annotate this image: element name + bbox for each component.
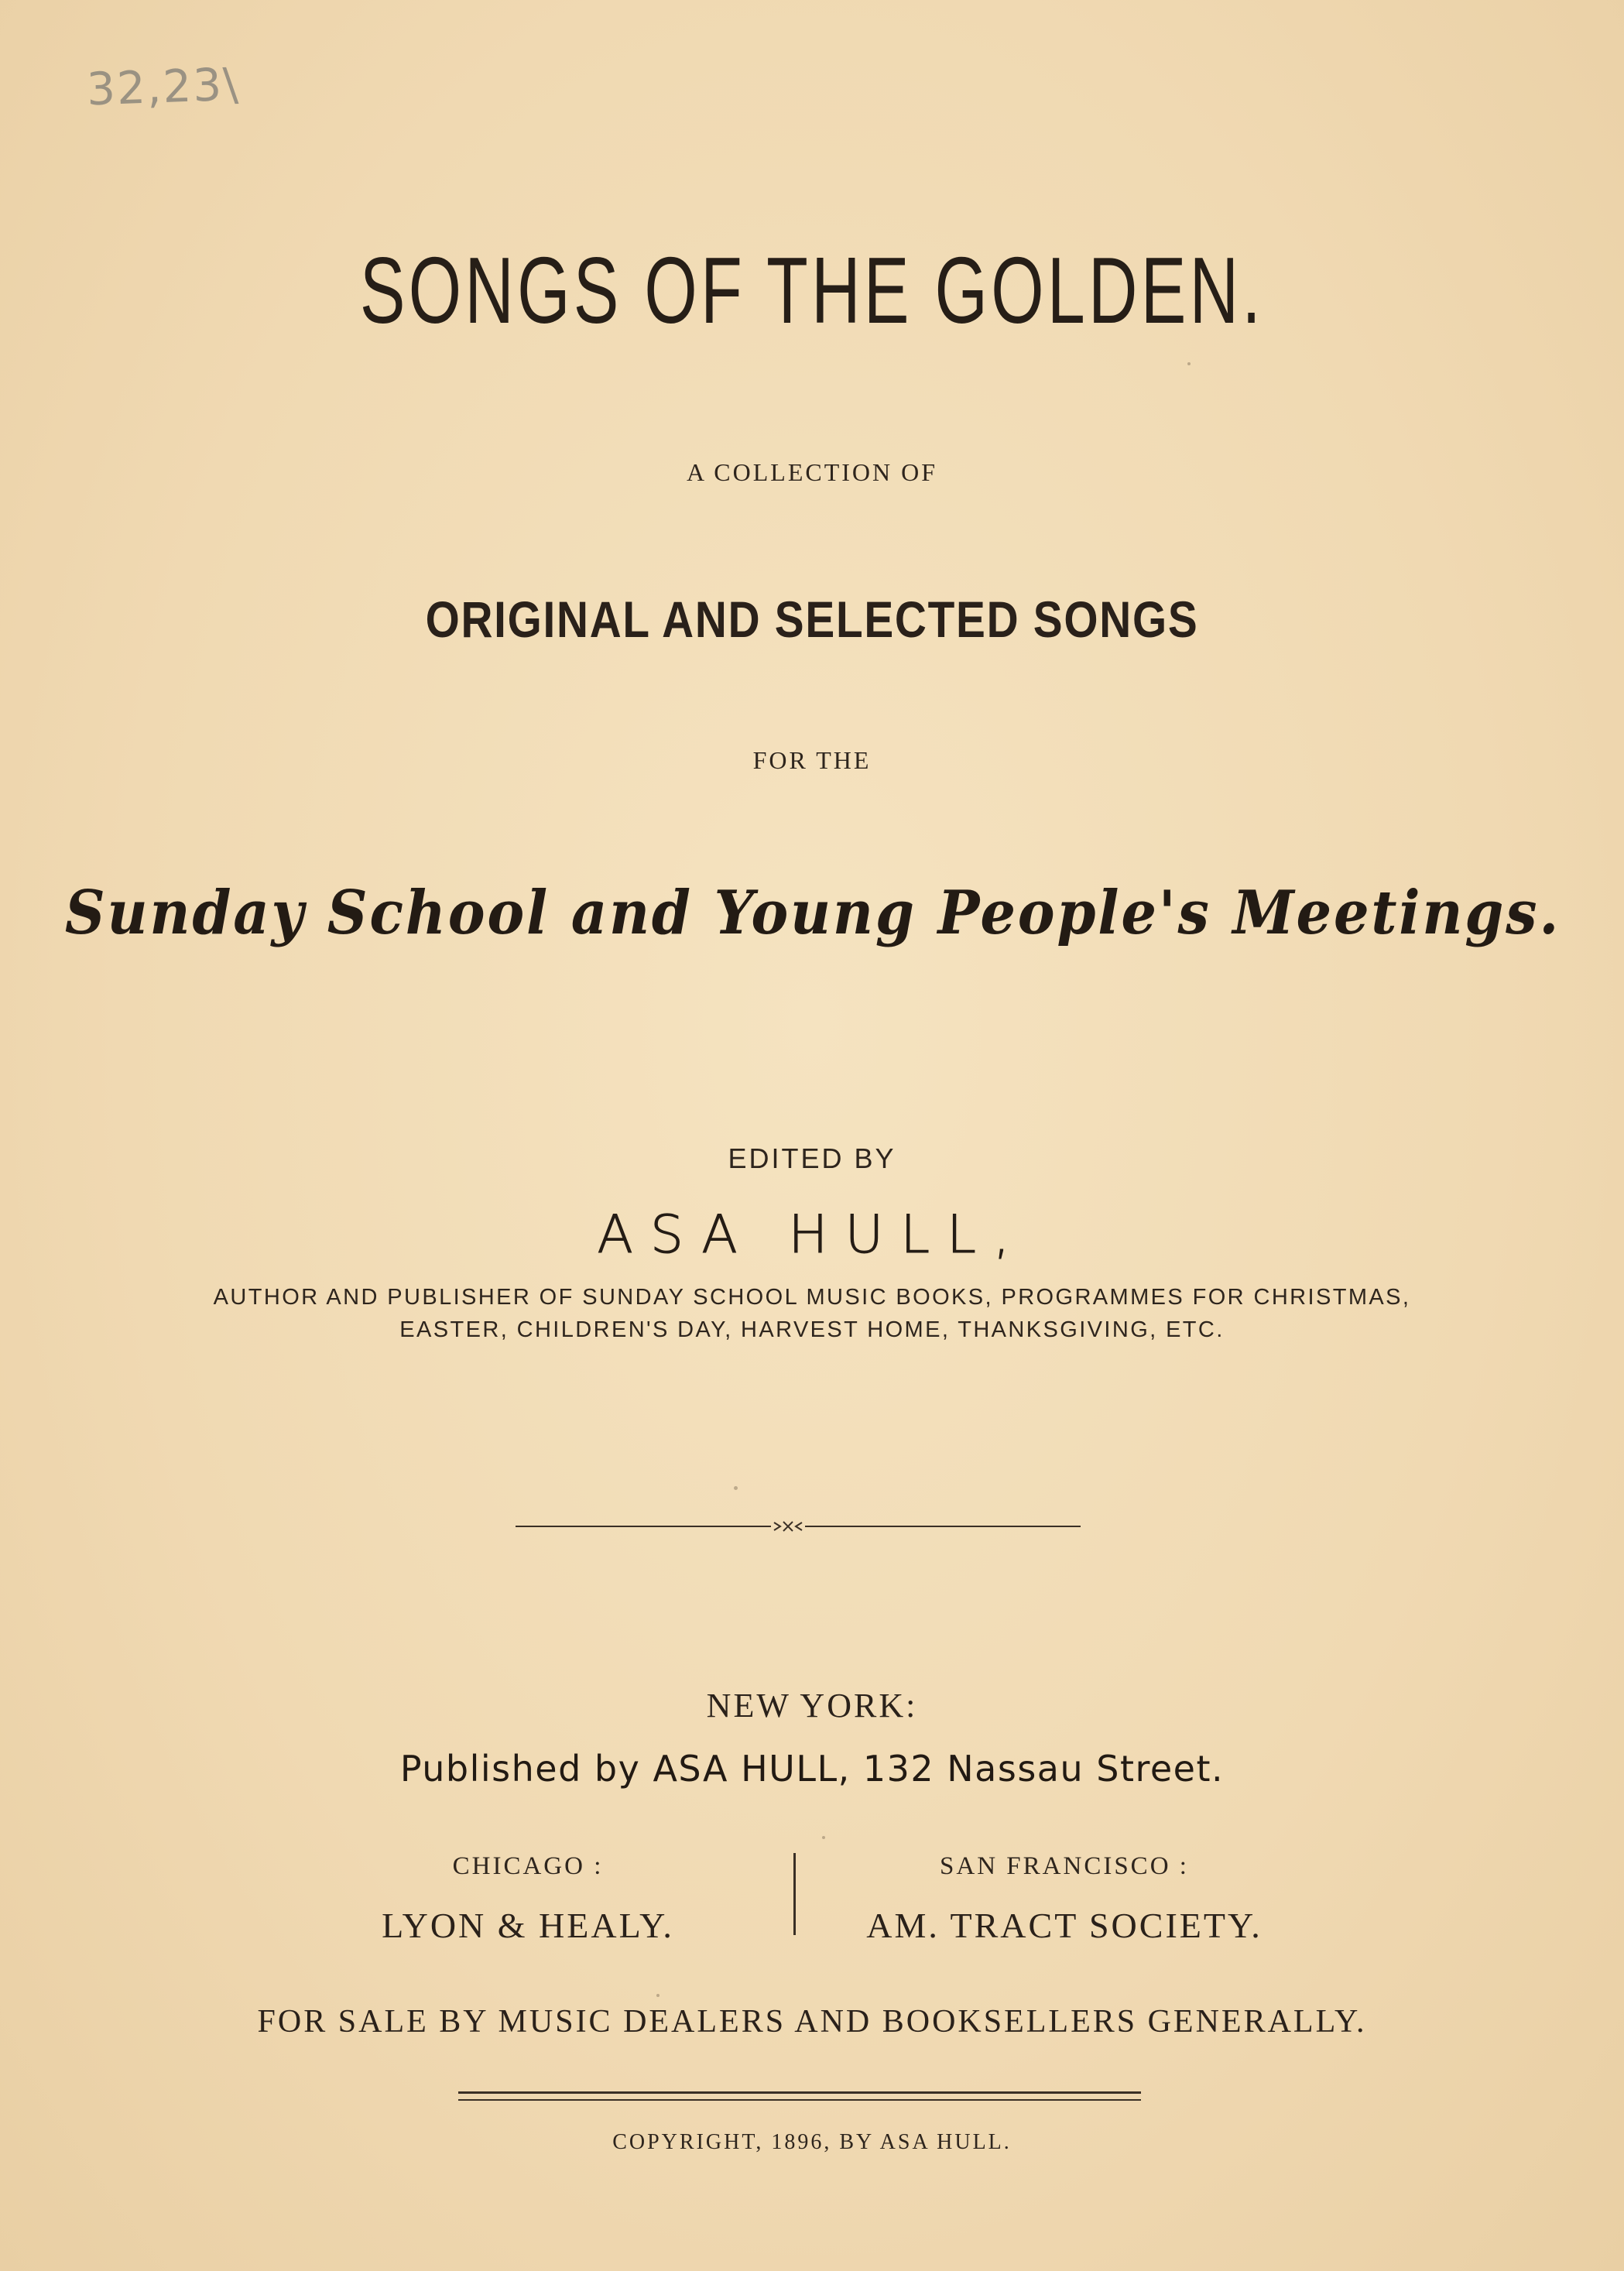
double-rule-bottom <box>458 2099 1141 2101</box>
copyright-line: COPYRIGHT, 1896, BY ASA HULL. <box>612 2130 1012 2154</box>
publication-city: NEW YORK: <box>706 1687 918 1725</box>
agent-city: CHICAGO : <box>452 1852 604 1880</box>
edited-by-label: EDITED BY <box>728 1142 896 1174</box>
agents-divider <box>793 1853 796 1935</box>
book-title: SONGS OF THE GOLDEN. <box>359 238 1265 343</box>
paper-speck <box>822 1836 825 1839</box>
book-subtitle: ORIGINAL AND SELECTED SONGS <box>425 591 1199 648</box>
agent-name: LYON & HEALY. <box>382 1906 674 1945</box>
double-rule-top <box>458 2091 1141 2094</box>
ornamental-divider <box>516 1519 1081 1534</box>
agents-block <box>0 1852 1624 1953</box>
editor-name: ASA HULL, <box>597 1204 1027 1266</box>
publisher-line: Published by ASA HULL, 132 Nassau Street. <box>399 1748 1225 1790</box>
author-description-line-2: EASTER, CHILDREN'S DAY, HARVEST HOME, THANKSGIVING, ETC. <box>399 1317 1225 1342</box>
collection-line: A COLLECTION OF <box>686 458 938 486</box>
sale-note: FOR SALE BY MUSIC DEALERS AND BOOKSELLERS GENERALLY. <box>257 2004 1367 2040</box>
paper-speck <box>1187 362 1191 365</box>
occasion-blackletter: Sunday School and Young People's Meetings. <box>64 878 1561 948</box>
agent-name: AM. TRACT SOCIETY. <box>866 1906 1263 1945</box>
agent-city: SAN FRANCISCO : <box>940 1852 1189 1880</box>
author-description-line-1: AUTHOR AND PUBLISHER OF SUNDAY SCHOOL MUSIC BOOKS, PROGRAMMES FOR CHRISTMAS, <box>213 1285 1411 1310</box>
for-the-line: FOR THE <box>752 746 872 774</box>
paper-speck <box>656 1994 660 1997</box>
paper-speck <box>734 1486 738 1490</box>
handwritten-shelfmark: 32,23\ <box>85 57 241 116</box>
